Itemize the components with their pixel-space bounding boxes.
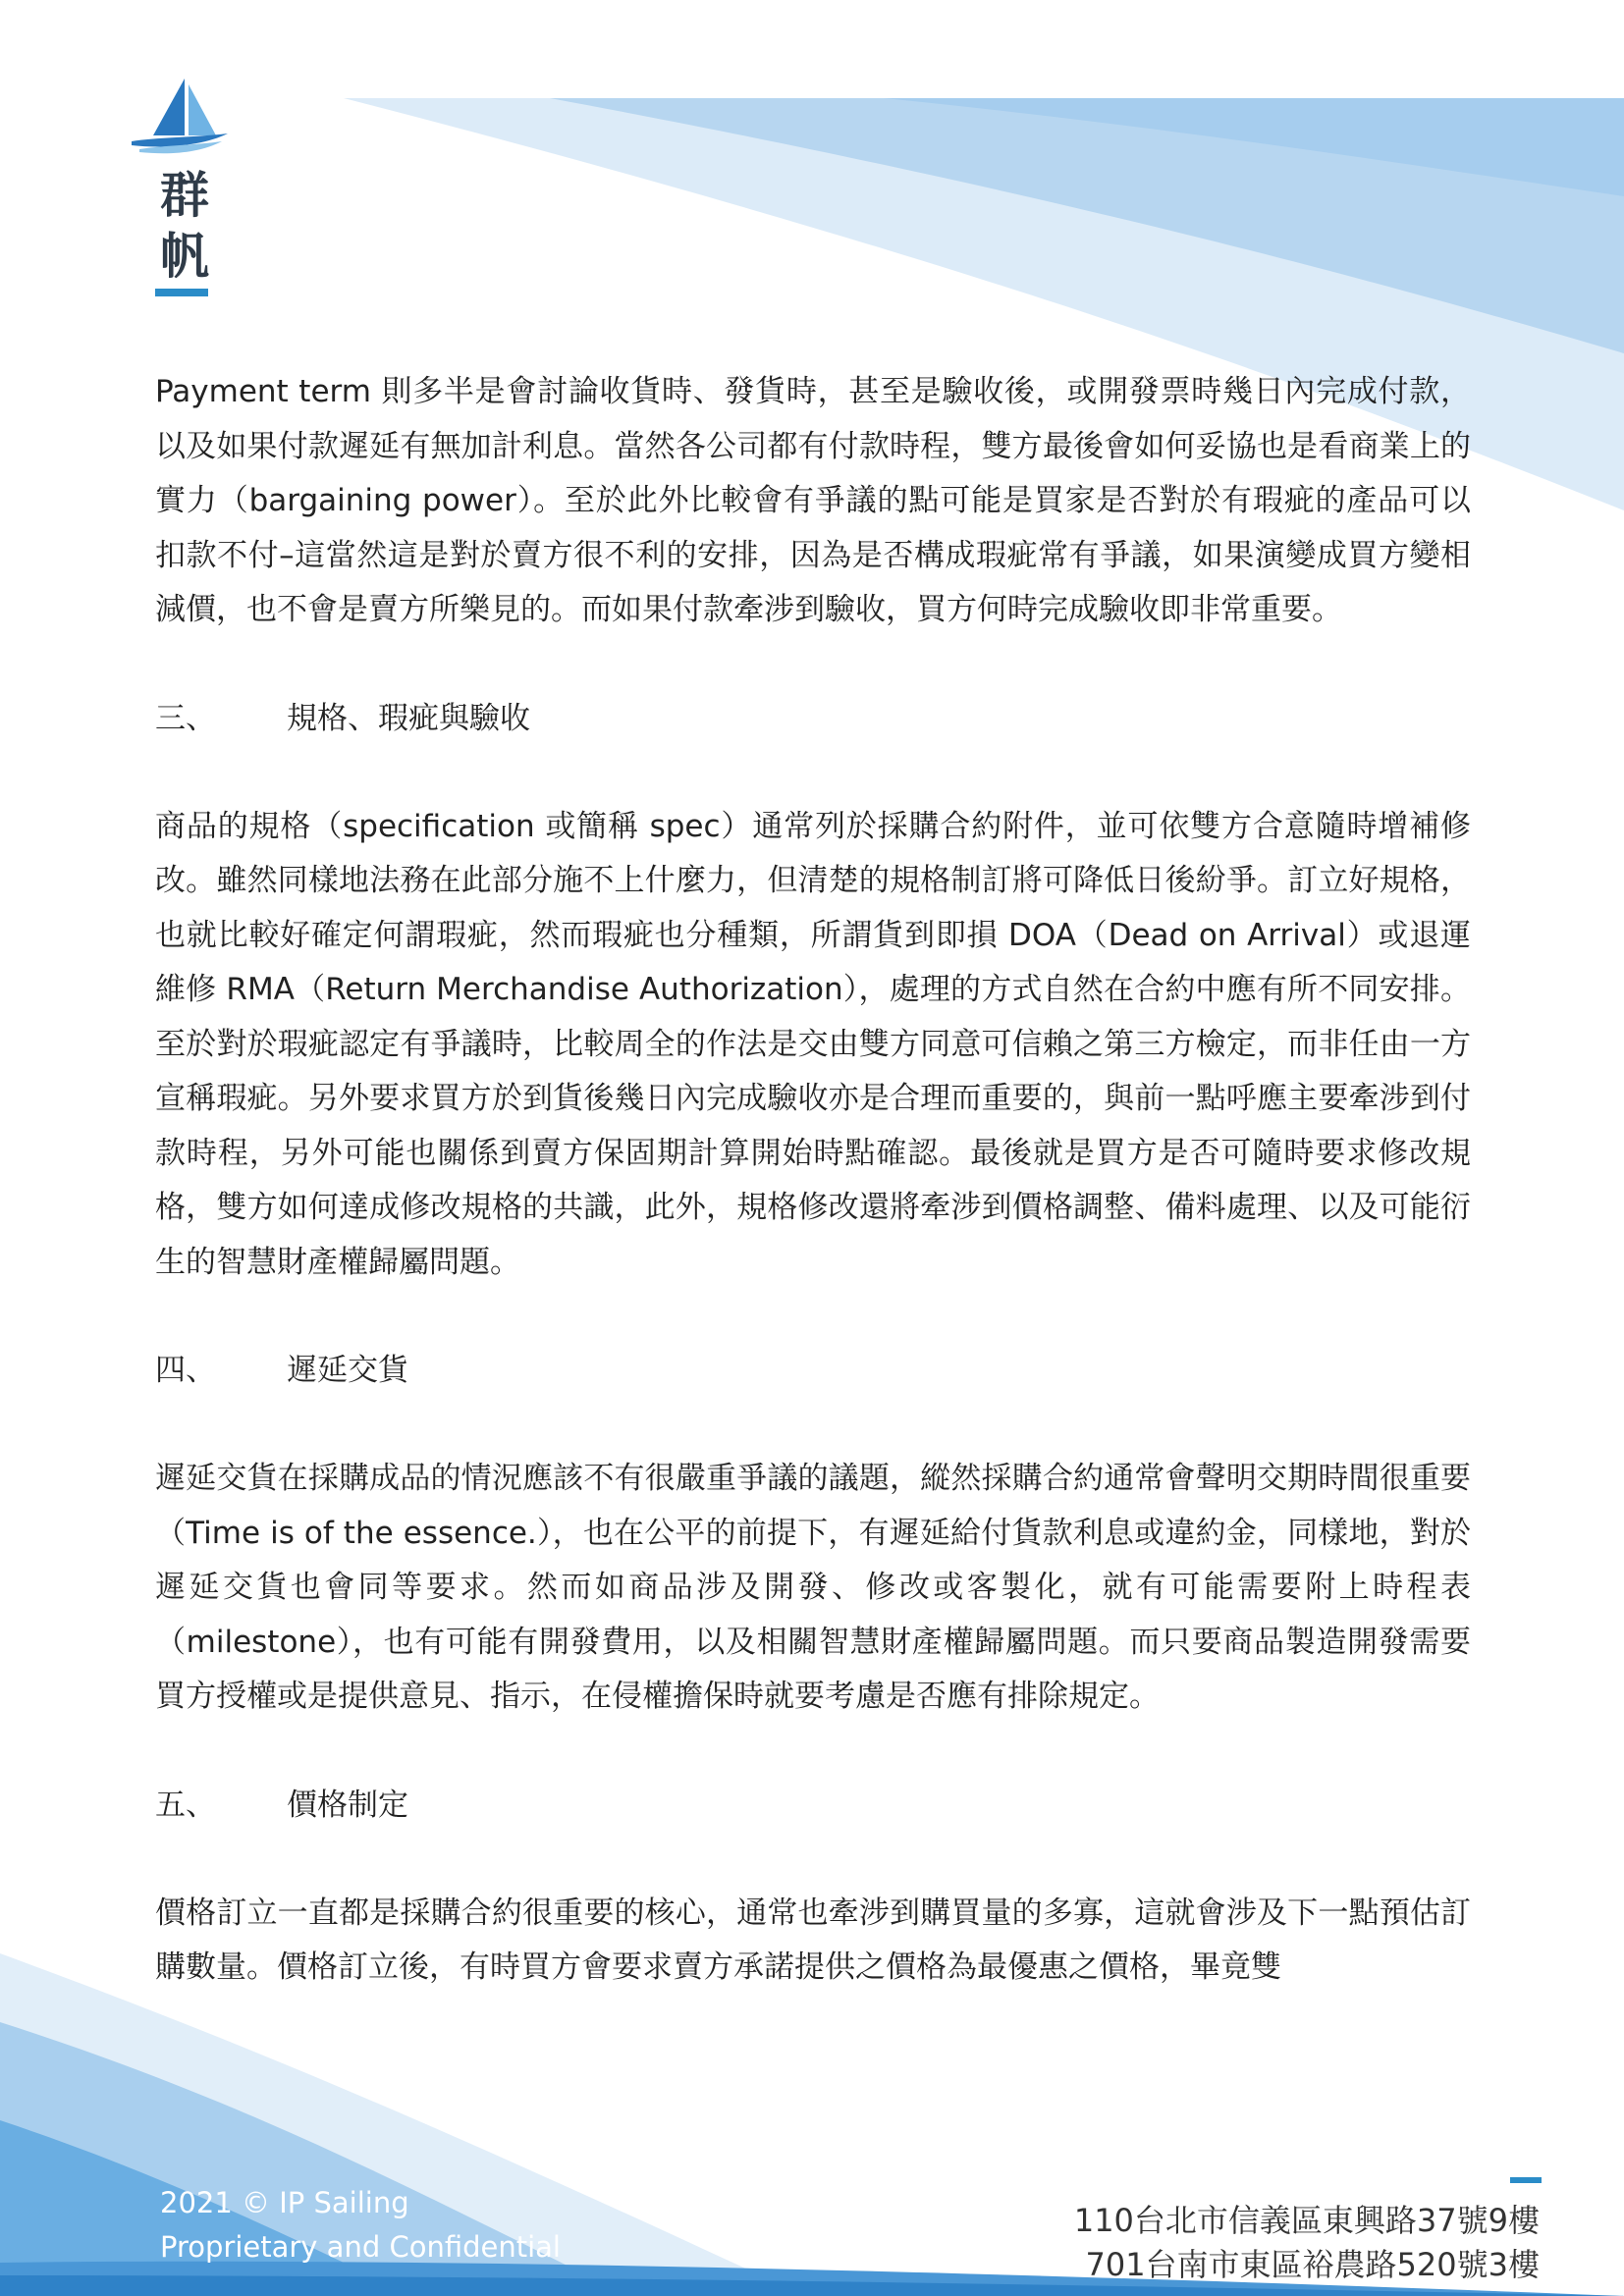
brand-name-line1: 群: [160, 167, 209, 224]
paragraph-payment-term: Payment term 則多半是會討論收貨時、發貨時，甚至是驗收後，或開發票時幾日內完成付款，以及如果付款遲延有無加計利息。當然各公司都有付款時程，雙方最後會如何妥協也是看商業上的實力（bargaining power）。至於此外比較會有爭議的點可能是買家是否對於有瑕疵的產品可以扣款不付–這當然這是對於賣方很不利的安排，因為是否構成瑕疵常有爭議，如果演變成買方變相減價，也不會是賣方所樂見的。而如果付款牽涉到驗收，買方何時完成驗收即非常重要。: [155, 374, 1471, 627]
section-heading-4: [155, 1344, 1471, 1398]
spacer: [155, 638, 1471, 692]
footer-copyright: 2021 © IP Sailing: [160, 2186, 409, 2219]
footer-addresses: [1074, 2199, 1540, 2287]
sailboat-icon: [126, 77, 234, 155]
spacer: [155, 1290, 1471, 1344]
brand-underline: [155, 289, 208, 296]
footer-address-tainan: 701台南市東區裕農路520號3樓: [1085, 2246, 1540, 2283]
section-heading-5: [155, 1779, 1471, 1833]
section-number: 五、: [155, 1787, 216, 1823]
section-title: 遲延交貨: [287, 1353, 408, 1388]
paragraph-pricing: 價格訂立一直都是採購合約很重要的核心，通常也牽涉到購買量的多寡，這就會涉及下一點預估訂購數量。價格訂立後，有時買方會要求賣方承諾提供之價格為最優惠之價格，畢竟雙: [155, 1895, 1471, 1985]
section-number: 四、: [155, 1353, 216, 1388]
footer-accent-mark: [1510, 2177, 1542, 2183]
section-title: 價格制定: [287, 1787, 408, 1823]
paragraph-late-delivery: 遲延交貨在採購成品的情況應該不有很嚴重爭議的議題，縱然採購合約通常會聲明交期時間很重要（Time is of the essence.），也在公平的前提下，有遲延給付貨款利息或違約金，同樣地，對於遲延交貨也會同等要求。然而如商品涉及開發、修改或客製化，就有可能需要附上時程表（milestone），也有可能有開發費用，以及相關智慧財產權歸屬問題。而只要商品製造開發需要買方授權或是提供意見、指示，在侵權擔保時就要考慮是否應有排除規定。: [155, 1461, 1471, 1714]
logo: [126, 77, 234, 155]
spacer: [155, 1725, 1471, 1779]
footer-confidential: Proprietary and Confidential: [160, 2230, 561, 2264]
section-heading-3: [155, 692, 1471, 746]
brand-name: [155, 165, 214, 287]
document-body: [155, 365, 1471, 1996]
footer-address-taipei: 110台北市信義區東興路37號9樓: [1073, 2202, 1540, 2239]
section-number: 三、: [155, 700, 216, 736]
spacer: [155, 1833, 1471, 1887]
spacer: [155, 746, 1471, 800]
footer-legal: [160, 2181, 561, 2269]
section-title: 規格、瑕疵與驗收: [287, 700, 530, 736]
spacer: [155, 1398, 1471, 1452]
paragraph-specification: 商品的規格（specification 或簡稱 spec）通常列於採購合約附件，並可依雙方合意隨時增補修改。雖然同樣地法務在此部分施不上什麼力，但清楚的規格制訂將可降低日後紛爭。訂立好規格，也就比較好確定何謂瑕疵，然而瑕疵也分種類，所謂貨到即損 DOA（Dead on Arrival）或退運維修 RMA（Return Merchandise Authorization），處理的方式自然在合約中應有所不同安排。至於對於瑕疵認定有爭議時，比較周全的作法是交由雙方同意可信賴之第三方檢定，而非任由一方宣稱瑕疵。另外要求買方於到貨後幾日內完成驗收亦是合理而重要的，與前一點呼應主要牽涉到付款時程，另外可能也關係到賣方保固期計算開始時點確認。最後就是買方是否可隨時要求修改規格，雙方如何達成修改規格的共識，此外，規格修改還將牽涉到價格調整、備料處理、以及可能衍生的智慧財產權歸屬問題。: [155, 808, 1471, 1280]
brand-name-line2: 帆: [160, 228, 209, 285]
